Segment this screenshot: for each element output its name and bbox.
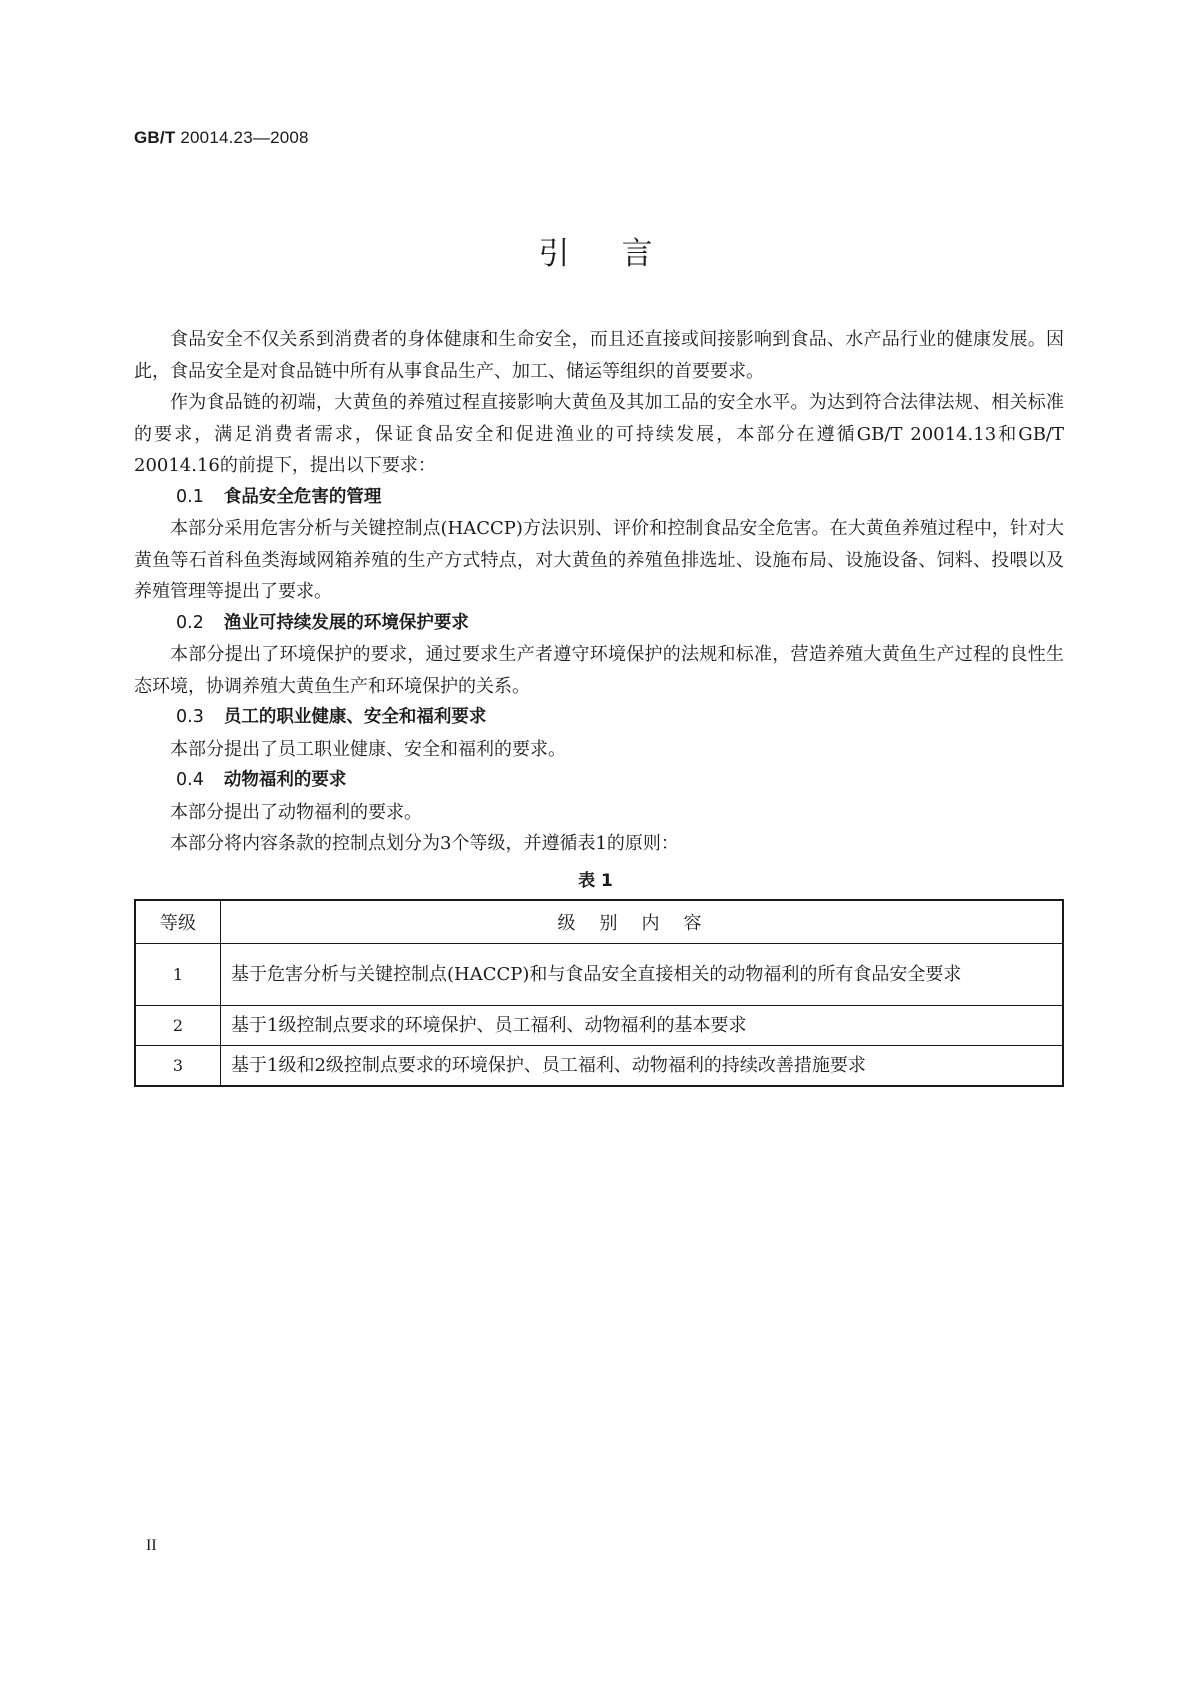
section-title: 食品安全危害的管理	[223, 486, 382, 507]
section-title: 渔业可持续发展的环境保护要求	[223, 612, 469, 633]
row-content: 基于危害分析与关键控制点(HACCP)和与食品安全直接相关的动物福利的所有食品安全要求	[221, 944, 1064, 1006]
level-table	[134, 899, 1064, 1087]
closing-paragraph: 本部分将内容条款的控制点划分为3个等级，并遵循表1的原则：	[170, 833, 679, 854]
section-text-0-4: 本部分提出了动物福利的要求。	[170, 801, 422, 823]
header-content: 级别内容	[221, 900, 1064, 944]
section-number: 0.2	[176, 612, 204, 633]
standard-prefix: GB/T	[134, 128, 176, 147]
section-number: 0.4	[176, 770, 204, 790]
section-heading-0-2	[134, 608, 1064, 640]
table-row	[135, 944, 1063, 1006]
row-level: 1	[135, 944, 221, 1006]
section-text-0-3: 本部分提出了员工职业健康、安全和福利的要求。	[170, 738, 566, 760]
section-title: 动物福利的要求	[223, 770, 347, 790]
header-level: 等级	[135, 900, 221, 944]
section-number: 0.3	[176, 707, 204, 727]
page-title: 引言	[538, 236, 705, 272]
row-content: 基于1级控制点要求的环境保护、员工福利、动物福利的基本要求	[221, 1006, 1064, 1046]
row-level: 3	[135, 1046, 221, 1087]
intro-paragraph-1: 食品安全不仅关系到消费者的身体健康和生命安全，而且还直接或间接影响到食品、水产品行业的健康发展。因此，食品安全是对食品链中所有从事食品生产、加工、储运等组织的首要要求。	[134, 329, 1064, 382]
standard-number: 20014.23—2008	[180, 128, 309, 147]
standard-code	[134, 128, 309, 148]
section-heading-0-4	[134, 765, 1064, 797]
intro-paragraph-2: 作为食品链的初端，大黄鱼的养殖过程直接影响大黄鱼及其加工品的安全水平。为达到符合法律法规、相关标准的要求，满足消费者需求，保证食品安全和促进渔业的可持续发展，本部分在遵循GB/T 20014.13和GB/T 20014.16的前提下，提出以下要求：	[134, 392, 1064, 476]
section-heading-0-1	[134, 482, 1064, 514]
row-content: 基于1级和2级控制点要求的环境保护、员工福利、动物福利的持续改善措施要求	[221, 1046, 1064, 1087]
row-level: 2	[135, 1006, 221, 1046]
section-number: 0.1	[176, 486, 204, 507]
document-body	[134, 324, 1064, 860]
section-title: 员工的职业健康、安全和福利要求	[223, 707, 487, 727]
section-heading-0-3	[134, 702, 1064, 734]
table-header-row	[135, 900, 1063, 944]
table-row	[135, 1006, 1063, 1046]
section-text-0-1: 本部分采用危害分析与关键控制点(HACCP)方法识别、评价和控制食品安全危害。在大黄鱼养殖过程中，针对大黄鱼等石首科鱼类海域网箱养殖的生产方式特点，对大黄鱼的养殖鱼排选址、设施布局、设施设备、饲料、投喂以及养殖管理等提出了要求。	[134, 518, 1064, 602]
page-number: II	[146, 1537, 157, 1554]
table-caption: 表 1	[578, 871, 613, 891]
section-text-0-2: 本部分提出了环境保护的要求，通过要求生产者遵守环境保护的法规和标准，营造养殖大黄鱼生产过程的良性生态环境，协调养殖大黄鱼生产和环境保护的关系。	[134, 644, 1064, 697]
table-row	[135, 1046, 1063, 1087]
